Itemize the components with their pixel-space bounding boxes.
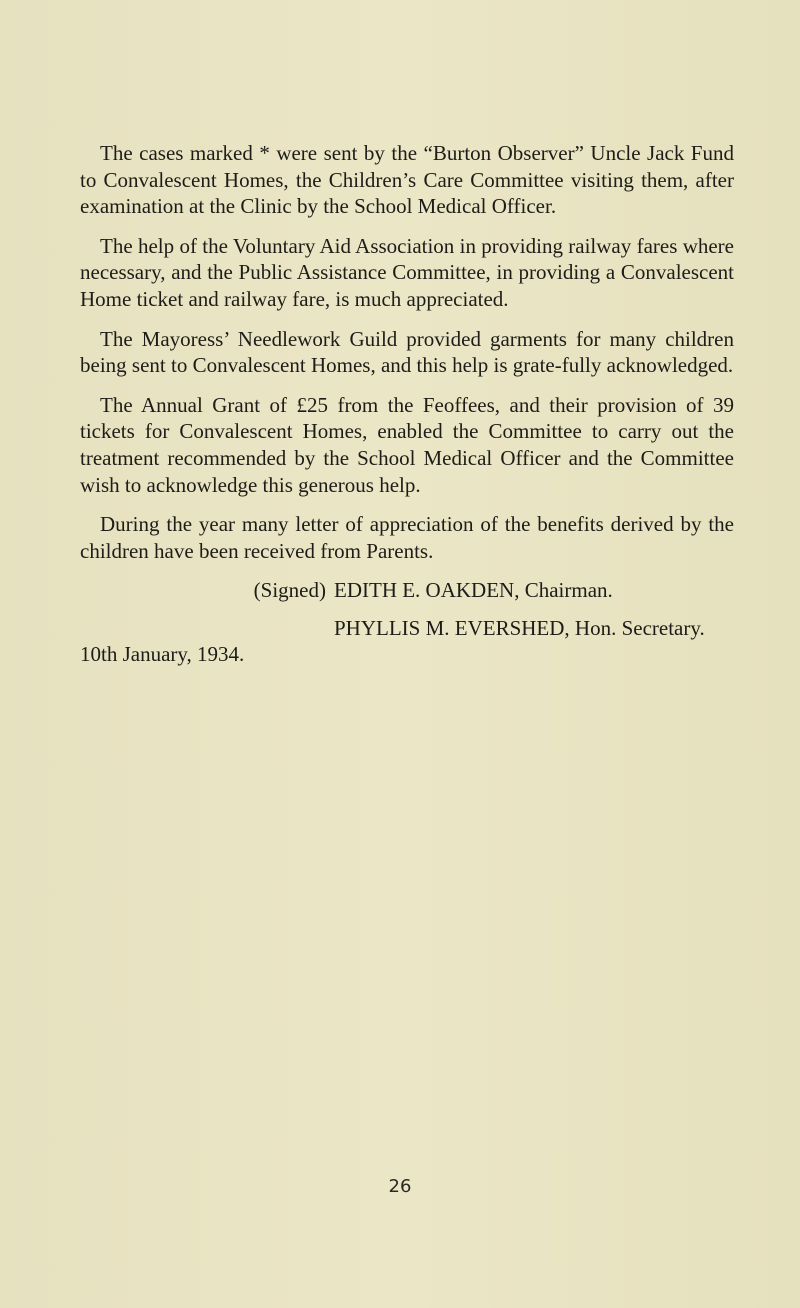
signature-line-chairman [80,577,734,607]
signed-label: (Signed) [253,578,326,603]
report-body [80,140,734,668]
secretary-signature: PHYLLIS M. EVERSHED, Hon. Secretary. [334,616,705,641]
paragraph-convalescent-cases: The cases marked * were sent by the “Burton Observer” Uncle Jack Fund to Convalescent Homes, the Children’s Care Committee visiting them, after examination at the Clinic by the School Medical Officer. [80,141,734,219]
paragraph-needlework-guild: The Mayoress’ Needlework Guild provided garments for many children being sent to Convalescent Homes, and this help is grate-fully acknowledged. [80,326,734,378]
signature-block [80,577,734,668]
chairman-signature: EDITH E. OAKDEN, Chairman. [334,578,613,603]
paragraph-appreciation: During the year many letter of appreciation of the benefits derived by the children have been received from Parents. [80,512,734,563]
page-number: 26 [388,1176,412,1197]
paragraph-annual-grant: The Annual Grant of £25 from the Feoffees, and their provision of 39 tickets for Convalescent Homes, enabled the Committee to carry out the treatment recommended by the School Medical Officer and the Committee wish to acknowledge this generous help. [80,392,734,497]
report-date: 10th January, 1934. [80,642,245,667]
paragraph-voluntary-aid: The help of the Voluntary Aid Association in providing railway fares where necessary, and the Public Assistance Committee, in providing a Convalescent Home ticket and railway fare, is much appreciated. [80,233,734,311]
